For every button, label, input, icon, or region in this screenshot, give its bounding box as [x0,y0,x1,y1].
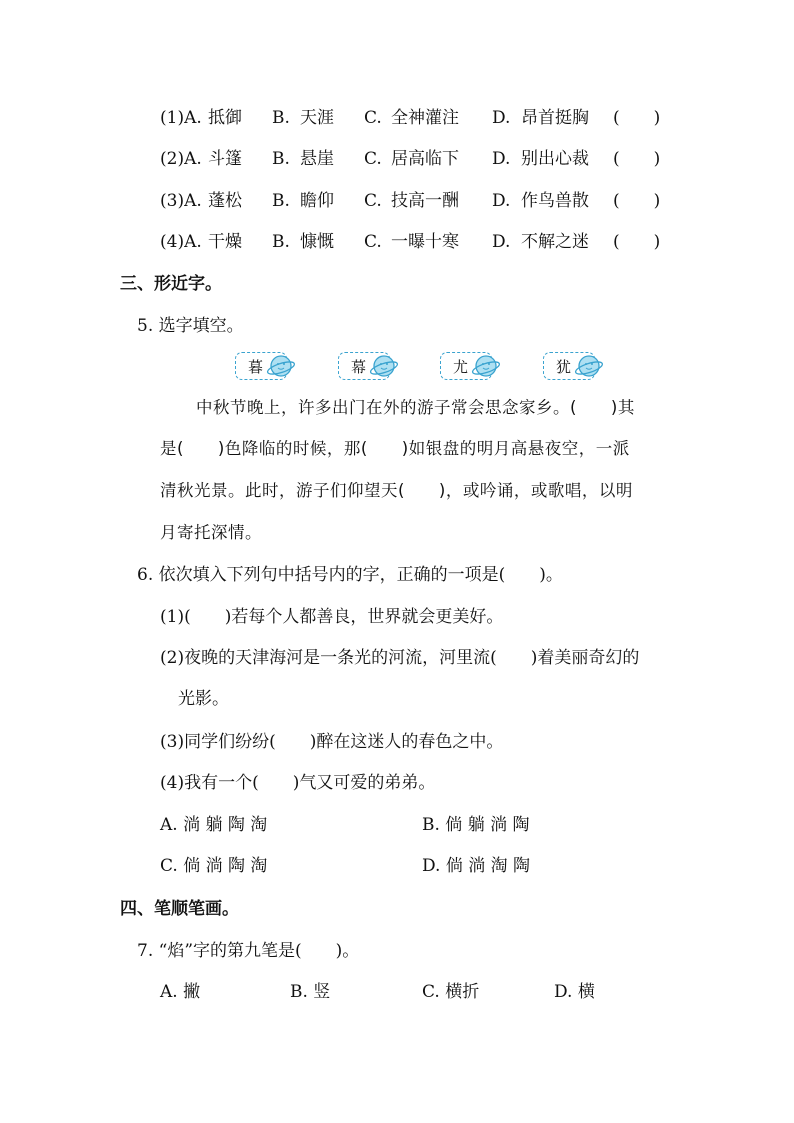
q4-row-2-d-letter: D. [492,149,511,169]
q4-row-3-c: 技高一酬 [391,191,459,211]
q7-title: 7. “焰”字的第九笔是( )。 [137,941,360,961]
q4-row-4-a: 干燥 [208,232,242,252]
q4-row-4-c-letter: C. [364,232,382,252]
q4-row-2-d: 别出心裁 [521,149,589,169]
q4-row-4-b-letter: B. [272,232,290,252]
q4-row-3-answer: ( ) [613,191,661,211]
q6-item-2-cont: 光影。 [178,689,229,709]
q6-option-c: C. 倘 淌 陶 淘 [160,856,268,876]
q4-row-3-b: 瞻仰 [300,191,334,211]
q4-row-3-num: (3)A. [160,191,202,211]
section-4-heading: 四、笔顺笔画。 [120,899,239,919]
q4-row-2-a: 斗篷 [208,149,242,169]
chip-label: 幕 [351,357,367,376]
q6-item-3: (3)同学们纷纷( )醉在这迷人的春色之中。 [160,732,504,752]
planet-icon [574,353,604,379]
q6-title: 6. 依次填入下列句中括号内的字，正确的一项是( )。 [137,565,563,585]
passage-line-4: 月寄托深情。 [160,523,262,542]
section-3-heading: 三、形近字。 [120,274,222,294]
q4-row-2-b: 悬崖 [300,149,334,169]
q4-row-1-b: 天涯 [300,108,334,128]
passage-line-2: 是( )色降临的时候，那( )如银盘的明月高悬夜空，一派 [160,439,630,458]
q7-option-d: D. 横 [554,982,595,1002]
q4-row-2-num: (2)A. [160,149,202,169]
q4-row-4-num: (4)A. [160,232,202,252]
q7-option-c: C. 横折 [422,982,480,1002]
q4-row-3-b-letter: B. [272,191,290,211]
q4-row-4-answer: ( ) [613,232,661,252]
q4-row-1-a: 抵御 [208,108,242,128]
q4-row-3-c-letter: C. [364,191,382,211]
q4-row-1-d: 昂首挺胸 [521,108,589,128]
q4-row-3-d: 作鸟兽散 [521,191,589,211]
planet-icon [369,353,399,379]
q4-row-3-d-letter: D. [492,191,511,211]
chip-label: 尤 [453,357,469,376]
q6-item-2: (2)夜晚的天津海河是一条光的河流，河里流( )着美丽奇幻的 [160,648,640,668]
q6-item-1: (1)( )若每个人都善良，世界就会更美好。 [160,607,504,627]
q4-row-2-b-letter: B. [272,149,290,169]
q6-option-d: D. 倘 淌 淘 陶 [422,856,531,876]
q6-item-4: (4)我有一个( )气又可爱的弟弟。 [160,773,436,793]
q4-row-1-c: 全神灌注 [391,108,459,128]
chip-label: 犹 [556,357,572,376]
q6-option-b: B. 倘 躺 淌 陶 [422,815,530,835]
planet-icon [471,353,501,379]
q4-row-4-c: 一曝十寒 [391,232,459,252]
q4-row-2-c-letter: C. [364,149,382,169]
q7-option-a: A. 撇 [160,982,201,1002]
q4-row-2-c: 居高临下 [391,149,459,169]
chip-label: 暮 [248,357,264,376]
q6-option-a: A. 淌 躺 陶 淘 [160,815,268,835]
q4-row-1-d-letter: D. [492,108,511,128]
q5-title: 5. 选字填空。 [137,316,244,336]
q4-row-1-c-letter: C. [364,108,382,128]
q7-option-b: B. 竖 [290,982,331,1002]
q4-row-1-num: (1)A. [160,108,202,128]
q4-row-2-answer: ( ) [613,149,661,169]
q4-row-1-answer: ( ) [613,108,661,128]
q4-row-1-b-letter: B. [272,108,290,128]
passage-line-3: 清秋光景。此时，游子们仰望天( )，或吟诵，或歌唱，以明 [160,481,633,500]
passage-line-1: 中秋节晚上，许多出门在外的游子常会思念家乡。( )其 [196,398,635,417]
q4-row-4-d: 不解之迷 [521,232,589,252]
q4-row-4-b: 慷慨 [300,232,334,252]
q4-row-4-d-letter: D. [492,232,511,252]
q4-row-3-a: 蓬松 [208,191,242,211]
planet-icon [266,353,296,379]
